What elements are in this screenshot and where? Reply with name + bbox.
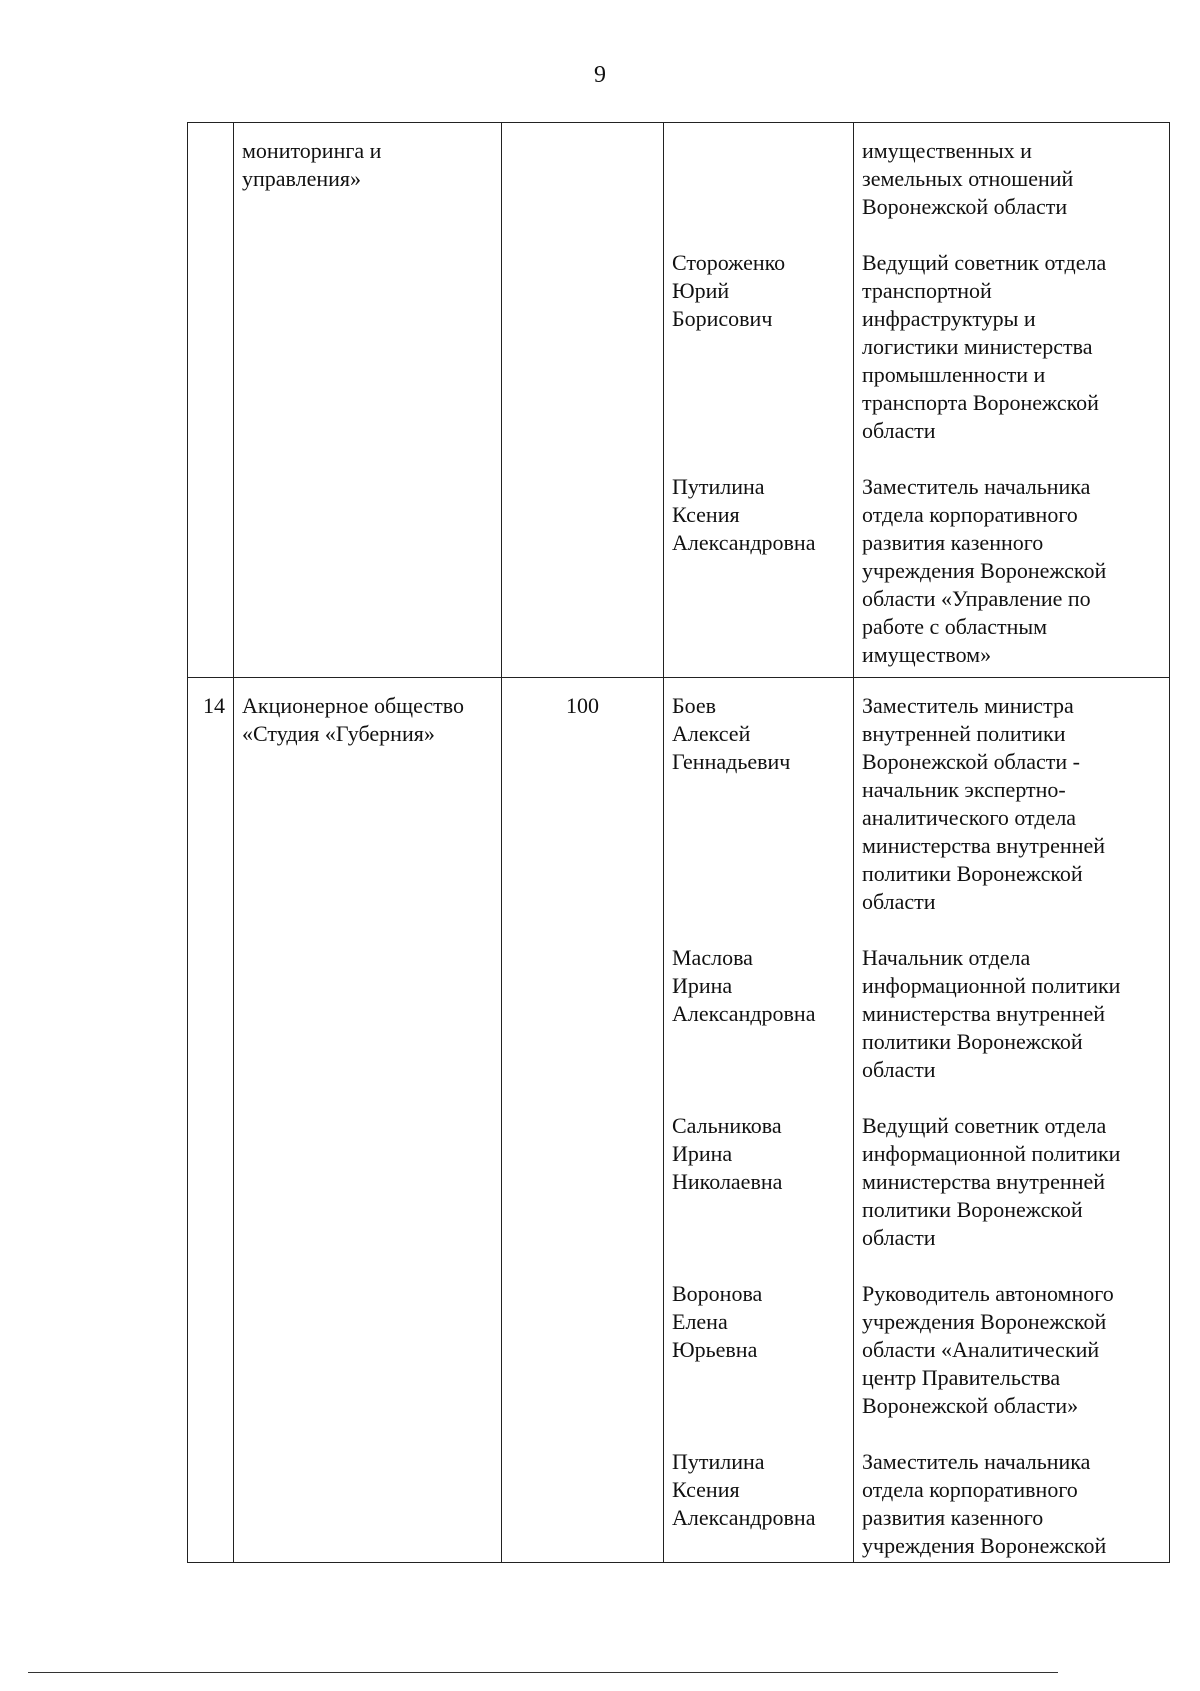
table-row <box>188 916 1170 1084</box>
row-number-cell <box>188 221 234 445</box>
footer-rule <box>28 1672 1058 1673</box>
organization-cell <box>234 445 502 678</box>
member-name-cell: Путилина Ксения Александровна <box>664 445 854 678</box>
member-position-cell: имущественных и земельных отношений Воронежской области <box>854 123 1170 222</box>
table-row <box>188 221 1170 445</box>
member-position-cell: Заместитель начальника отдела корпоративного развития казенного учреждения Воронежской области «Управление по работе с областным имуществом» <box>854 445 1170 678</box>
page-number: 9 <box>594 62 606 88</box>
share-cell <box>502 1252 664 1420</box>
member-name-cell: Боев Алексей Геннадьевич <box>664 678 854 917</box>
member-name-cell: Воронова Елена Юрьевна <box>664 1252 854 1420</box>
organization-cell <box>234 221 502 445</box>
table-row <box>188 123 1170 222</box>
organization-cell <box>234 1252 502 1420</box>
member-name-cell: Стороженко Юрий Борисович <box>664 221 854 445</box>
member-position-cell: Ведущий советник отдела информационной политики министерства внутренней политики Воронежской области <box>854 1084 1170 1252</box>
organization-cell <box>234 1084 502 1252</box>
member-name-cell: Путилина Ксения Александровна <box>664 1420 854 1563</box>
share-cell <box>502 1420 664 1563</box>
share-cell <box>502 916 664 1084</box>
table-row <box>188 678 1170 917</box>
organization-cell: Акционерное общество «Студия «Губерния» <box>234 678 502 917</box>
row-number-cell <box>188 1084 234 1252</box>
organization-cell <box>234 1420 502 1563</box>
row-number-cell <box>188 1420 234 1563</box>
organization-cell <box>234 916 502 1084</box>
row-number-cell: 14 <box>188 678 234 917</box>
row-number-cell <box>188 1252 234 1420</box>
table-row <box>188 1420 1170 1563</box>
member-position-cell: Руководитель автономного учреждения Воронежской области «Аналитический центр Правительства Воронежской области» <box>854 1252 1170 1420</box>
commission-table <box>187 122 1170 1563</box>
share-cell <box>502 221 664 445</box>
organization-cell: мониторинга и управления» <box>234 123 502 222</box>
row-number-cell <box>188 916 234 1084</box>
row-number-cell <box>188 445 234 678</box>
share-cell: 100 <box>502 678 664 917</box>
share-cell <box>502 123 664 222</box>
member-position-cell: Заместитель начальника отдела корпоративного развития казенного учреждения Воронежской <box>854 1420 1170 1563</box>
share-cell <box>502 1084 664 1252</box>
member-position-cell: Начальник отдела информационной политики министерства внутренней политики Воронежской области <box>854 916 1170 1084</box>
row-number-cell <box>188 123 234 222</box>
table-row <box>188 1252 1170 1420</box>
member-name-cell: Маслова Ирина Александровна <box>664 916 854 1084</box>
member-position-cell: Заместитель министра внутренней политики Воронежской области - начальник экспертно- аналитического отдела министерства внутренней политики Воронежской области <box>854 678 1170 917</box>
member-position-cell: Ведущий советник отдела транспортной инфраструктуры и логистики министерства промышленности и транспорта Воронежской области <box>854 221 1170 445</box>
member-name-cell <box>664 123 854 222</box>
table-row <box>188 445 1170 678</box>
member-name-cell: Сальникова Ирина Николаевна <box>664 1084 854 1252</box>
share-cell <box>502 445 664 678</box>
table-row <box>188 1084 1170 1252</box>
